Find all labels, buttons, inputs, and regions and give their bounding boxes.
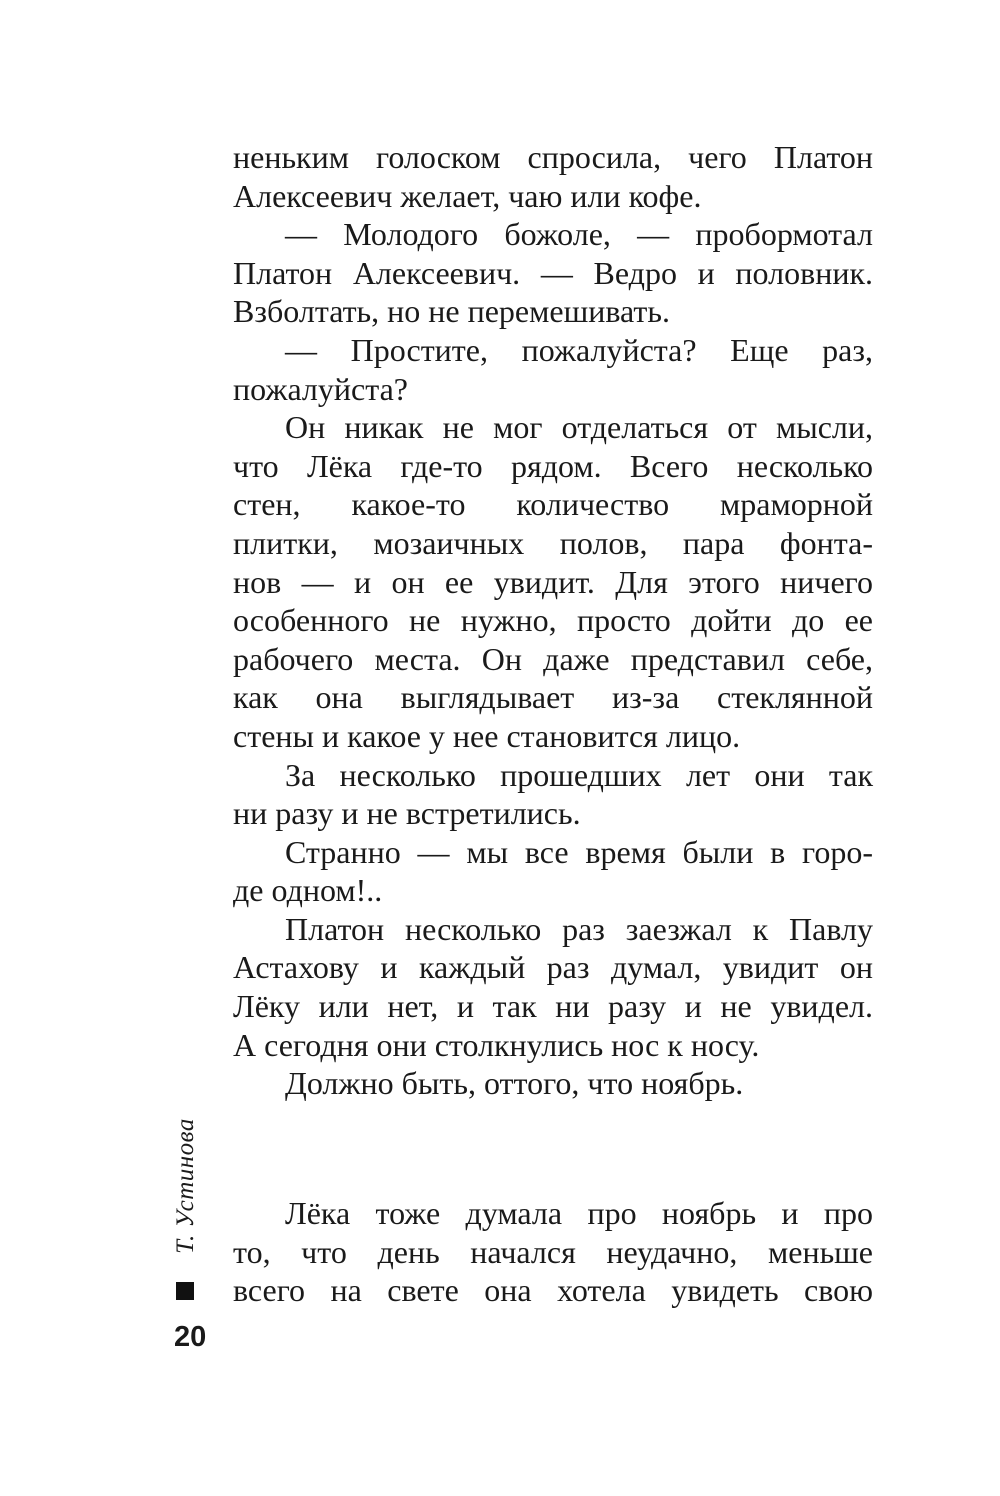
main-text — [233, 138, 873, 1103]
text-line: Должно быть, оттого, что ноябрь. — [285, 1065, 744, 1102]
text-line: пожалуйста? — [233, 370, 408, 407]
text-line: За несколько прошедших лет они так — [285, 756, 873, 793]
text-line: плитки, мозаичных полов, пара фонта- — [233, 524, 873, 561]
text-line: де одном!.. — [233, 872, 383, 909]
page-number: 20 — [174, 1321, 207, 1353]
text-line: Взболтать, но не перемешивать. — [233, 293, 670, 330]
text-line: Алексеевич желает, чаю или кофе. — [233, 177, 702, 214]
text-line: стен, какое-то количество мраморной — [233, 486, 873, 523]
text-line: нов — и он ее увидит. Для этого ничего — [233, 563, 873, 600]
text-line: особенного не нужно, просто дойти до ее — [233, 602, 873, 639]
text-line: Платон несколько раз заезжал к Павлу — [285, 910, 873, 947]
text-line: — Простите, пожалуйста? Еще раз, — [285, 331, 873, 368]
text-line: Лёку или нет, и так ни разу и не увидел. — [233, 988, 873, 1025]
text-line: то, что день начался неудачно, меньше — [233, 1233, 873, 1270]
text-line: — Молодого божоле, — пробормотал — [285, 216, 873, 253]
section-after-break — [233, 1194, 873, 1310]
text-line: неньким голоском спросила, чего Платон — [233, 139, 873, 175]
text-line: Он никак не мог отделаться от мысли, — [285, 409, 873, 446]
text-line: что Лёка где-то рядом. Всего несколько — [233, 447, 873, 484]
text-line: всего на свете она хотела увидеть свою — [233, 1272, 873, 1309]
text-line: как она выглядывает из-за стеклянной — [233, 679, 873, 716]
text-line: Странно — мы все время были в горо- — [285, 833, 873, 870]
text-line: ни разу и не встретились. — [233, 795, 581, 832]
text-line: А сегодня они столкнулись нос к носу. — [233, 1026, 760, 1063]
text-line: Платон Алексеевич. — Ведро и половник. — [233, 254, 873, 291]
running-head-author: Т. Устинова — [172, 1118, 199, 1254]
text-line: Астахову и каждый раз думал, увидит он — [233, 949, 873, 986]
text-line: стены и какое у нее становится лицо. — [233, 717, 741, 754]
text-line: рабочего места. Он даже представил себе, — [233, 640, 873, 677]
text-line: Лёка тоже думала про ноябрь и про — [285, 1195, 873, 1231]
square-marker-icon — [176, 1282, 194, 1300]
